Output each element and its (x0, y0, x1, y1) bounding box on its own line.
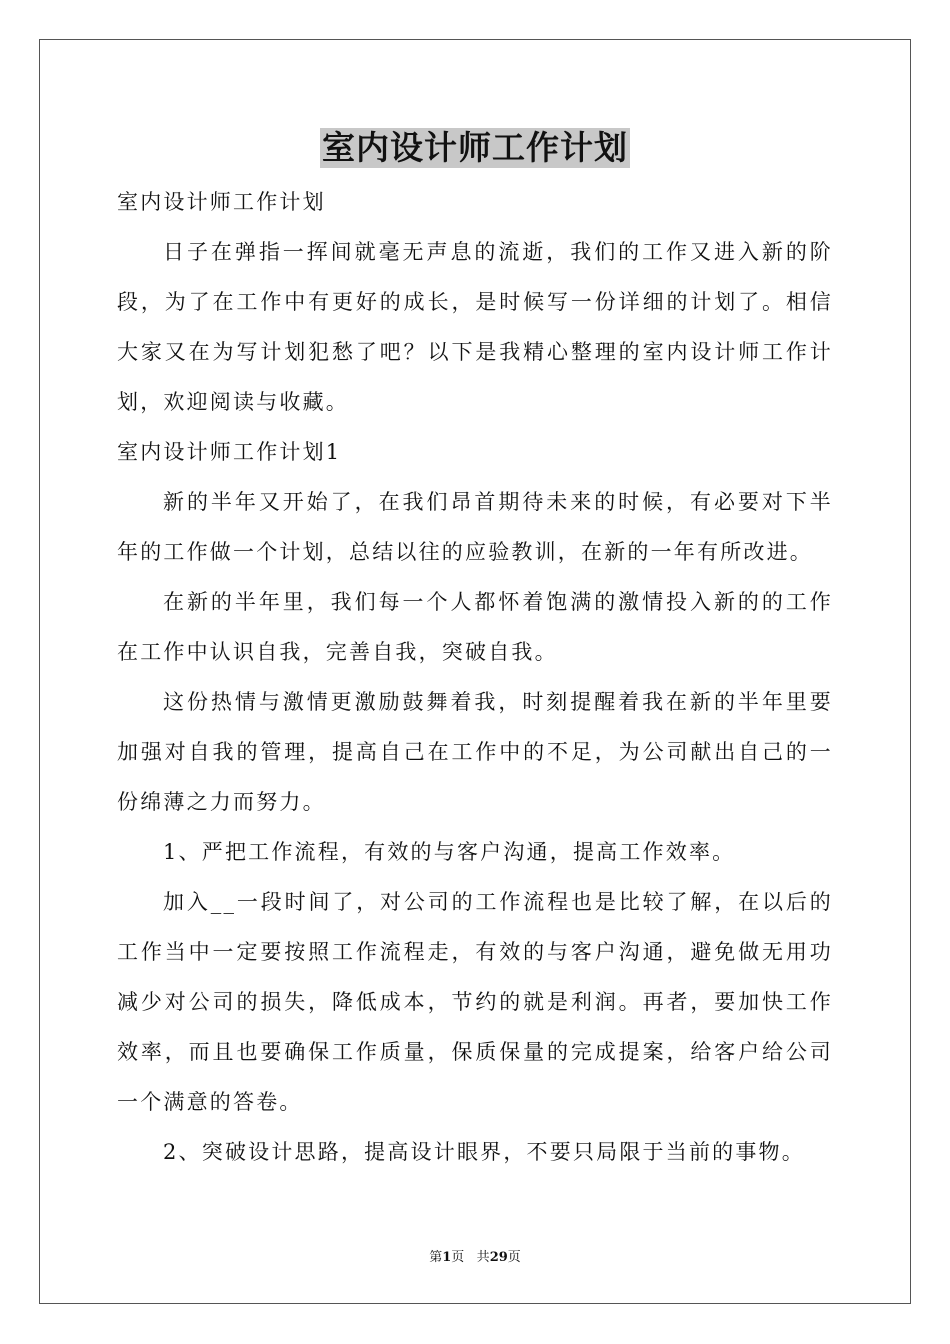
paragraph-subtitle: 室内设计师工作计划 (117, 190, 326, 214)
document-title-wrap (0, 128, 950, 168)
page-footer (0, 1246, 950, 1265)
page-prefix: 第 (429, 1250, 443, 1265)
paragraph: 这份热情与激情更激励鼓舞着我，时刻提醒着我在新的半年里要加强对自我的管理，提高自己在工作中的不足，为公司献出自己的一份绵薄之力而努力。 (117, 690, 833, 814)
paragraph: 在新的半年里，我们每一个人都怀着饱满的激情投入新的的工作在工作中认识自我，完善自我，突破自我。 (117, 590, 833, 664)
total-suffix: 页 (507, 1250, 521, 1265)
total-prefix: 共 (476, 1250, 490, 1265)
document-body (117, 177, 833, 1177)
total-pages: 29 (489, 1250, 508, 1265)
paragraph-intro: 日子在弹指一挥间就毫无声息的流逝，我们的工作又进入新的阶段，为了在工作中有更好的成长，是时候写一份详细的计划了。相信大家又在为写计划犯愁了吧？以下是我精心整理的室内设计师工作计划，欢迎阅读与收藏。 (117, 240, 833, 414)
page-suffix: 页 (451, 1250, 465, 1265)
paragraph-section-heading: 室内设计师工作计划1 (117, 440, 342, 464)
paragraph-list-item-1: 1、严把工作流程，有效的与客户沟通，提高工作效率。 (163, 840, 736, 864)
paragraph: 加入__一段时间了，对公司的工作流程也是比较了解，在以后的工作当中一定要按照工作流程走，有效的与客户沟通，避免做无用功减少对公司的损失，降低成本，节约的就是利润。再者，要加快工作效率，而且也要确保工作质量，保质保量的完成提案，给客户给公司一个满意的答卷。 (117, 890, 833, 1114)
paragraph: 新的半年又开始了，在我们昂首期待未来的时候，有必要对下半年的工作做一个计划，总结以往的应验教训，在新的一年有所改进。 (117, 490, 833, 564)
document-title: 室内设计师工作计划 (322, 128, 628, 167)
page-number: 1 (442, 1250, 452, 1265)
paragraph-list-item-2: 2、突破设计思路，提高设计眼界，不要只局限于当前的事物。 (163, 1140, 805, 1164)
